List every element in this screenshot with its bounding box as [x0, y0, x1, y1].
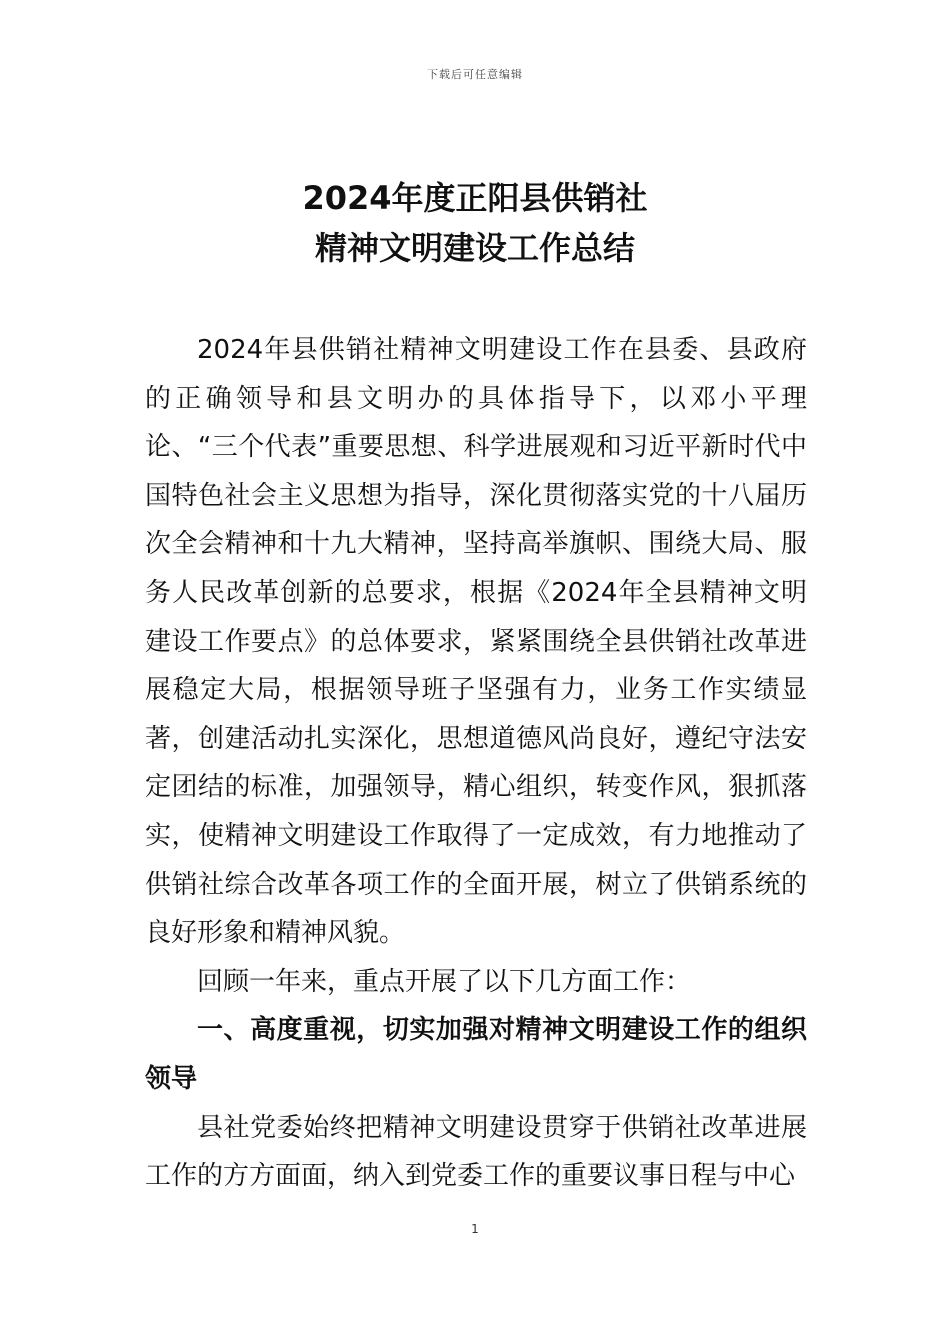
document-title-line-2: 精神文明建设工作总结 [314, 229, 635, 267]
page-number: 1 [471, 1222, 479, 1236]
document-body [145, 326, 807, 1201]
document-title-line-1: 2024年度正阳县供销社 [302, 179, 648, 217]
intro-paragraph: 2024年县供销社精神文明建设工作在县委、县政府的正确领导和县文明办的具体指导下，以邓小平理论、“三个代表”重要思想、科学进展观和习近平新时代中国特色社会主义思想为指导，深化贯彻落实党的十八届历次全会精神和十九大精神，坚持高举旗帜、围绕大局、服务人民改革创新的总要求，根据《2024年全县精神文明建设工作要点》的总体要求，紧紧围绕全县供销社改革进展稳定大局，根据领导班子坚强有力，业务工作实绩显著，创建活动扎实深化，思想道德风尚良好，遵纪守法安定团结的标准，加强领导，精心组织，转变作风，狠抓落实，使精神文明建设工作取得了一定成效，有力地推动了供销社综合改革各项工作的全面开展，树立了供销系统的良好形象和精神风貌。 [145, 335, 807, 949]
review-paragraph: 回顾一年来，重点开展了以下几方面工作： [197, 966, 692, 997]
header-note: 下载后可任意编辑 [427, 68, 523, 81]
section-paragraph: 县社党委始终把精神文明建设贯穿于供销社改革进展工作的方方面面，纳入到党委工作的重要议事日程与中心 [145, 1112, 807, 1192]
section-heading: 一、高度重视，切实加强对精神文明建设工作的组织领导 [145, 1015, 807, 1094]
